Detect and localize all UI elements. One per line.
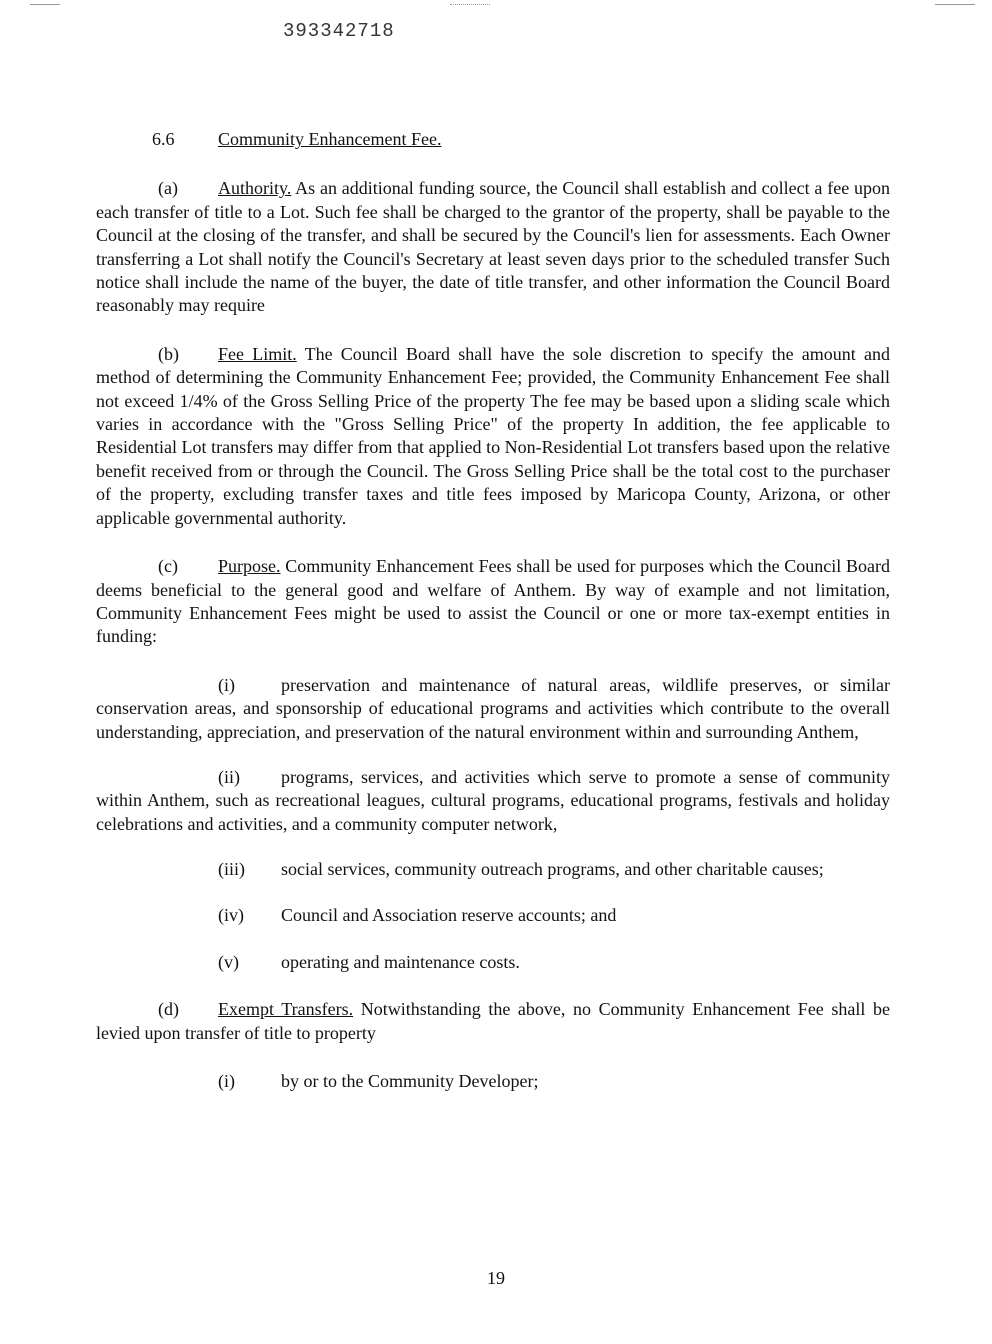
paragraph-text: Notwithstanding the above, no Community Enhancement Fee shall be levied upon transfer of title to property	[96, 999, 890, 1043]
purpose-item	[96, 858, 890, 881]
purpose-item	[96, 951, 890, 974]
paragraph-title: Fee Limit.	[218, 343, 297, 364]
item-text: Council and Association reserve accounts; and	[281, 904, 617, 925]
paragraph-d	[96, 998, 890, 1045]
item-text: preservation and maintenance of natural areas, wildlife preserves, or similar conservation areas, and sponsorship of educational programs and activities which contribute to the overall understanding, appreciation, and preservation of the natural environment within and surrounding Anthem,	[96, 674, 890, 742]
paragraph-b	[96, 343, 890, 530]
paragraph-text: As an additional funding source, the Council shall establish and collect a fee upon each transfer of title to a Lot. Such fee shall be charged to the grantor of the property, shall be payable to the Council at the closing of the transfer, and shall be secured by the Council's lien for assessments. Each Owner transferring a Lot shall notify the Council's Secretary at least seven days prior to the scheduled transfer Such notice shall include the name of the buyer, the date of title transfer, and other information the Council Board reasonably may require	[96, 178, 890, 316]
page-number: 19	[487, 1268, 505, 1288]
item-label: (iii)	[218, 859, 245, 880]
section-title: Community Enhancement Fee.	[218, 129, 442, 149]
paragraph-a	[96, 177, 890, 317]
item-label: (i)	[218, 1071, 235, 1092]
scan-mark-top-left	[30, 4, 60, 5]
document-id-stamp: 393342718	[283, 20, 395, 42]
paragraph-text: The Council Board shall have the sole discretion to specify the amount and method of determining the Community Enhancement Fee; provided, the Community Enhancement Fee shall not exceed 1/4% of the Gross Selling Price of the property The fee may be based upon a sliding scale which varies in accordance with the "Gross Selling Price" of the property In addition, the fee applicable to Residential Lot transfers may differ from that applied to Non-Residential Lot transfers based upon the relative benefit received from or through the Council. The Gross Selling Price shall be the total cost to the purchaser of the property, excluding transfer taxes and title fees imposed by Maricopa County, Arizona, or other applicable governmental authority.	[96, 343, 890, 528]
document-body	[96, 128, 890, 1118]
purpose-item	[96, 674, 890, 744]
paragraph-title: Authority.	[218, 178, 292, 199]
paragraph-label: (b)	[158, 343, 179, 364]
item-text: programs, services, and activities which serve to promote a sense of community within Anthem, such as recreational leagues, cultural programs, educational programs, festivals and holiday celebrations and activities, and a community computer network,	[96, 766, 890, 834]
item-text: operating and maintenance costs.	[281, 951, 520, 972]
paragraph-text: Community Enhancement Fees shall be used for purposes which the Council Board deems beneficial to the general good and welfare of Anthem. By way of example and not limitation, Community Enhancement Fees might be used to assist the Council or one or more tax-exempt entities in funding:	[96, 556, 890, 647]
item-text: social services, community outreach programs, and other charitable causes;	[281, 859, 824, 880]
purpose-item	[96, 904, 890, 927]
item-label: (ii)	[218, 766, 240, 787]
item-label: (iv)	[218, 904, 244, 925]
paragraph-label: (a)	[158, 178, 178, 199]
paragraph-title: Exempt Transfers.	[218, 999, 354, 1020]
scan-mark-top-middle	[450, 4, 490, 5]
section-number: 6.6	[152, 129, 175, 149]
exempt-item	[96, 1070, 890, 1093]
paragraph-c	[96, 555, 890, 649]
item-label: (v)	[218, 951, 239, 972]
item-text: by or to the Community Developer;	[281, 1071, 539, 1092]
paragraph-label: (c)	[158, 556, 178, 577]
item-label: (i)	[218, 674, 235, 695]
scan-mark-top-right	[935, 4, 975, 5]
section-heading	[96, 128, 890, 151]
paragraph-label: (d)	[158, 999, 179, 1020]
paragraph-title: Purpose.	[218, 556, 281, 577]
purpose-item	[96, 766, 890, 836]
